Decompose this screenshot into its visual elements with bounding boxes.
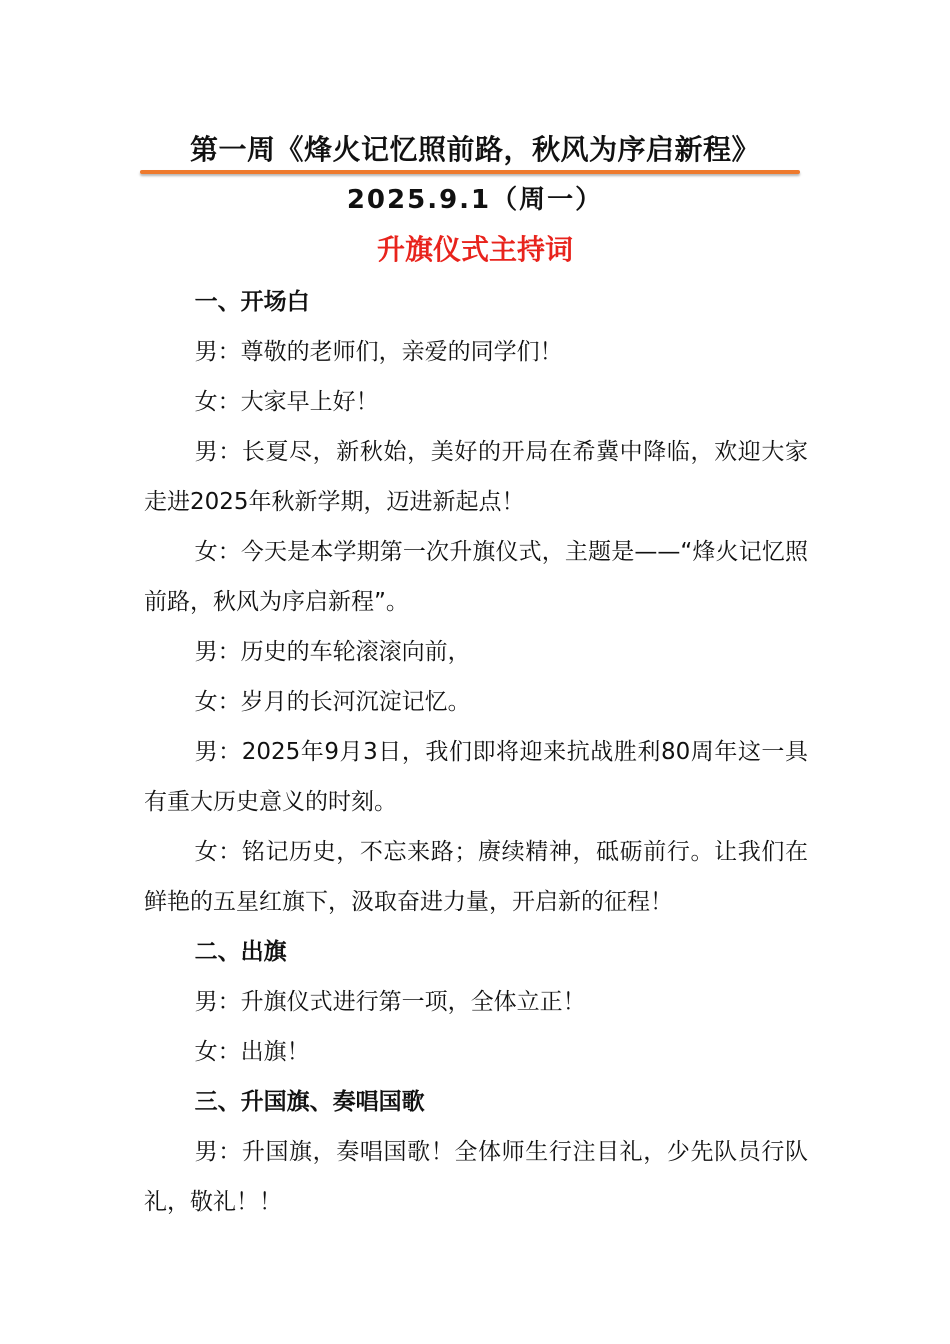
section-heading: 二、出旗 (194, 939, 287, 965)
script-line: 男：尊敬的老师们，亲爱的同学们！ (194, 339, 563, 365)
section-heading: 三、升国旗、奏唱国歌 (194, 1089, 425, 1115)
section-heading: 一、开场白 (194, 289, 310, 315)
script-line: 女：今天是本学期第一次升旗仪式，主题是——“烽火记忆照前路，秋风为序启新程”。 (144, 539, 808, 615)
script-line: 女：铭记历史，不忘来路；赓续精神，砥砺前行。让我们在鲜艳的五星红旗下，汲取奋进力量，开启新的征程！ (144, 839, 808, 915)
document-date: 2025.9.1（周一） (346, 185, 604, 215)
script-line: 男：历史的车轮滚滚向前， (194, 639, 471, 665)
script-line: 男：升国旗，奏唱国歌！全体师生行注目礼，少先队员行队礼，敬礼！！ (144, 1139, 808, 1215)
script-line: 女：出旗！ (194, 1039, 310, 1065)
script-line: 男：升旗仪式进行第一项，全体立正！ (194, 989, 586, 1015)
document-body (144, 277, 808, 1227)
script-line: 女：大家早上好！ (194, 389, 379, 415)
script-line: 女：岁月的长河沉淀记忆。 (194, 689, 471, 715)
script-line: 男：长夏尽，新秋始，美好的开局在希冀中降临，欢迎大家走进2025年秋新学期，迈进新起点！ (144, 439, 808, 515)
document-title: 第一周《烽火记忆照前路，秋风为序启新程》 (189, 133, 760, 166)
document-subtitle: 升旗仪式主持词 (376, 233, 573, 266)
script-line: 男：2025年9月3日，我们即将迎来抗战胜利80周年这一具有重大历史意义的时刻。 (144, 739, 808, 815)
title-underline (140, 170, 800, 174)
